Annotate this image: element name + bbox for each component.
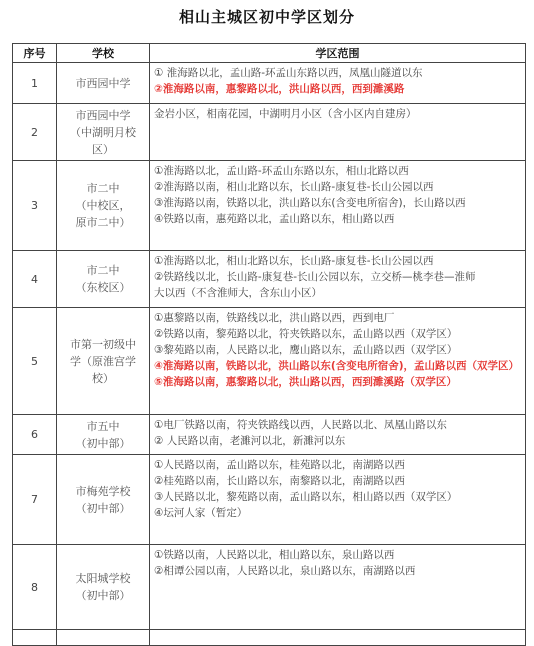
school-name-line: 市五中 — [86, 419, 120, 433]
district-range-cell — [150, 63, 526, 104]
empty-cell — [150, 630, 526, 646]
district-range-cell — [150, 308, 526, 415]
table-row — [13, 63, 526, 104]
school-name-line: （中校区， — [75, 199, 131, 212]
empty-cell — [57, 630, 150, 646]
school-name-cell — [57, 251, 150, 308]
school-name-cell — [57, 104, 150, 161]
table-row — [13, 545, 526, 630]
district-line: ①淮海路以北，孟山路-环孟山东路以东，相山北路以西 — [154, 165, 409, 177]
district-line: ④坛河人家（暂定） — [154, 507, 248, 519]
school-name-line: 学（原淮宫学 — [70, 354, 136, 368]
school-name-cell — [57, 415, 150, 455]
school-name-line: （中湖明月校 — [70, 125, 136, 139]
table-row — [13, 308, 526, 415]
district-line-highlighted: ⑤淮海路以南，惠黎路以北，洪山路以西，西到濉溪路（双学区） — [154, 376, 457, 388]
column-header-district: 学区范围 — [150, 44, 526, 63]
district-line-highlighted: ④淮海路以南，铁路以北，洪山路以东(含变电所宿舍)，孟山路以西（双学区） — [154, 360, 519, 372]
table-header-row — [13, 44, 526, 63]
district-line: ①铁路以南，人民路以北，相山路以东，泉山路以西 — [154, 549, 395, 561]
district-line: ②相谭公园以南，人民路以北，泉山路以东，南湖路以西 — [154, 565, 416, 577]
row-index: 4 — [13, 251, 57, 308]
school-name-line: （东校区） — [75, 281, 131, 294]
school-name-line: 校） — [92, 371, 114, 385]
table-row — [13, 415, 526, 455]
district-line: ②桂苑路以南，长山路以东，南黎路以北，南湖路以西 — [154, 475, 405, 487]
table-row — [13, 455, 526, 545]
district-line: ③淮海路以南，铁路以北，洪山路以东(含变电所宿舍)，长山路以西 — [154, 197, 466, 209]
district-line: ③人民路以北，黎苑路以南，孟山路以东，相山路以西（双学区） — [154, 491, 458, 503]
school-name-cell — [57, 545, 150, 630]
table-row — [13, 161, 526, 251]
district-line: ② 人民路以南，老濉河以北，新濉河以东 — [154, 435, 346, 447]
school-name-line: 市西园中学 — [75, 76, 131, 90]
row-index: 1 — [13, 63, 57, 104]
column-header-index: 序号 — [13, 44, 57, 63]
school-name-line: 市二中 — [86, 182, 120, 195]
row-index: 8 — [13, 545, 57, 630]
document-title: 相山主城区初中学区划分 — [178, 8, 355, 26]
district-line-highlighted: ②淮海路以南，惠黎路以北，洪山路以西，西到濉溪路 — [154, 83, 405, 95]
school-name-cell — [57, 308, 150, 415]
empty-cell — [13, 630, 57, 646]
row-index: 2 — [13, 104, 57, 161]
school-district-table — [12, 43, 526, 646]
row-index: 5 — [13, 308, 57, 415]
district-line: ①淮海路以北，相山北路以东，长山路-康复巷-长山公园以西 — [154, 255, 434, 267]
district-line: ①惠黎路以南，铁路线以北，洪山路以西，西到电厂 — [154, 312, 395, 324]
district-line: ① 淮海路以北，孟山路-环孟山东路以西，凤凰山隧道以东 — [154, 67, 423, 79]
table-row-partial — [13, 630, 526, 646]
school-name-line: 原市二中） — [75, 216, 131, 229]
district-line: ②铁路线以北，长山路-康复巷-长山公园以东，立交桥—桃李巷—淮师 — [154, 271, 476, 283]
school-name-line: （初中部） — [75, 501, 131, 515]
district-line: ①电厂铁路以南，符夹铁路线以西，人民路以北、凤凰山路以东 — [154, 419, 447, 431]
column-header-school: 学校 — [57, 44, 150, 63]
school-name-cell — [57, 63, 150, 104]
row-index: 3 — [13, 161, 57, 251]
school-name-line: 市梅苑学校 — [75, 484, 131, 498]
school-name-line: （初中部） — [75, 436, 131, 450]
school-name-line: 市二中 — [86, 264, 120, 277]
district-line: 金岩小区，相南花园，中湖明月小区（含小区内自建房） — [154, 108, 417, 120]
school-name-cell — [57, 455, 150, 545]
district-line: ③黎苑路以南，人民路以北，鹰山路以东，孟山路以西（双学区） — [154, 344, 458, 356]
table-row — [13, 104, 526, 161]
table-row — [13, 251, 526, 308]
school-name-line: （初中部） — [75, 589, 131, 602]
school-name-line: 市第一初级中 — [70, 337, 136, 351]
district-range-cell — [150, 455, 526, 545]
district-range-cell — [150, 251, 526, 308]
district-line: ①人民路以南，孟山路以东，桂苑路以北，南湖路以西 — [154, 459, 405, 471]
school-name-line: 市西园中学 — [75, 108, 131, 122]
school-name-line: 区） — [92, 142, 114, 156]
district-line: ④铁路以南，惠苑路以北，孟山路以东，相山路以西 — [154, 213, 395, 225]
district-range-cell — [150, 415, 526, 455]
district-line: ②淮海路以南，相山北路以东，长山路-康复巷-长山公园以西 — [154, 181, 434, 193]
row-index: 6 — [13, 415, 57, 455]
school-name-cell — [57, 161, 150, 251]
row-index: 7 — [13, 455, 57, 545]
district-range-cell — [150, 545, 526, 630]
district-range-cell — [150, 104, 526, 161]
district-line: 大以西（不含淮师大，含东山小区） — [154, 287, 322, 299]
district-range-cell — [150, 161, 526, 251]
district-line: ②铁路以南，黎苑路以北，符夹铁路以东，孟山路以西（双学区） — [154, 328, 458, 340]
school-name-line: 太阳城学校 — [75, 572, 131, 585]
